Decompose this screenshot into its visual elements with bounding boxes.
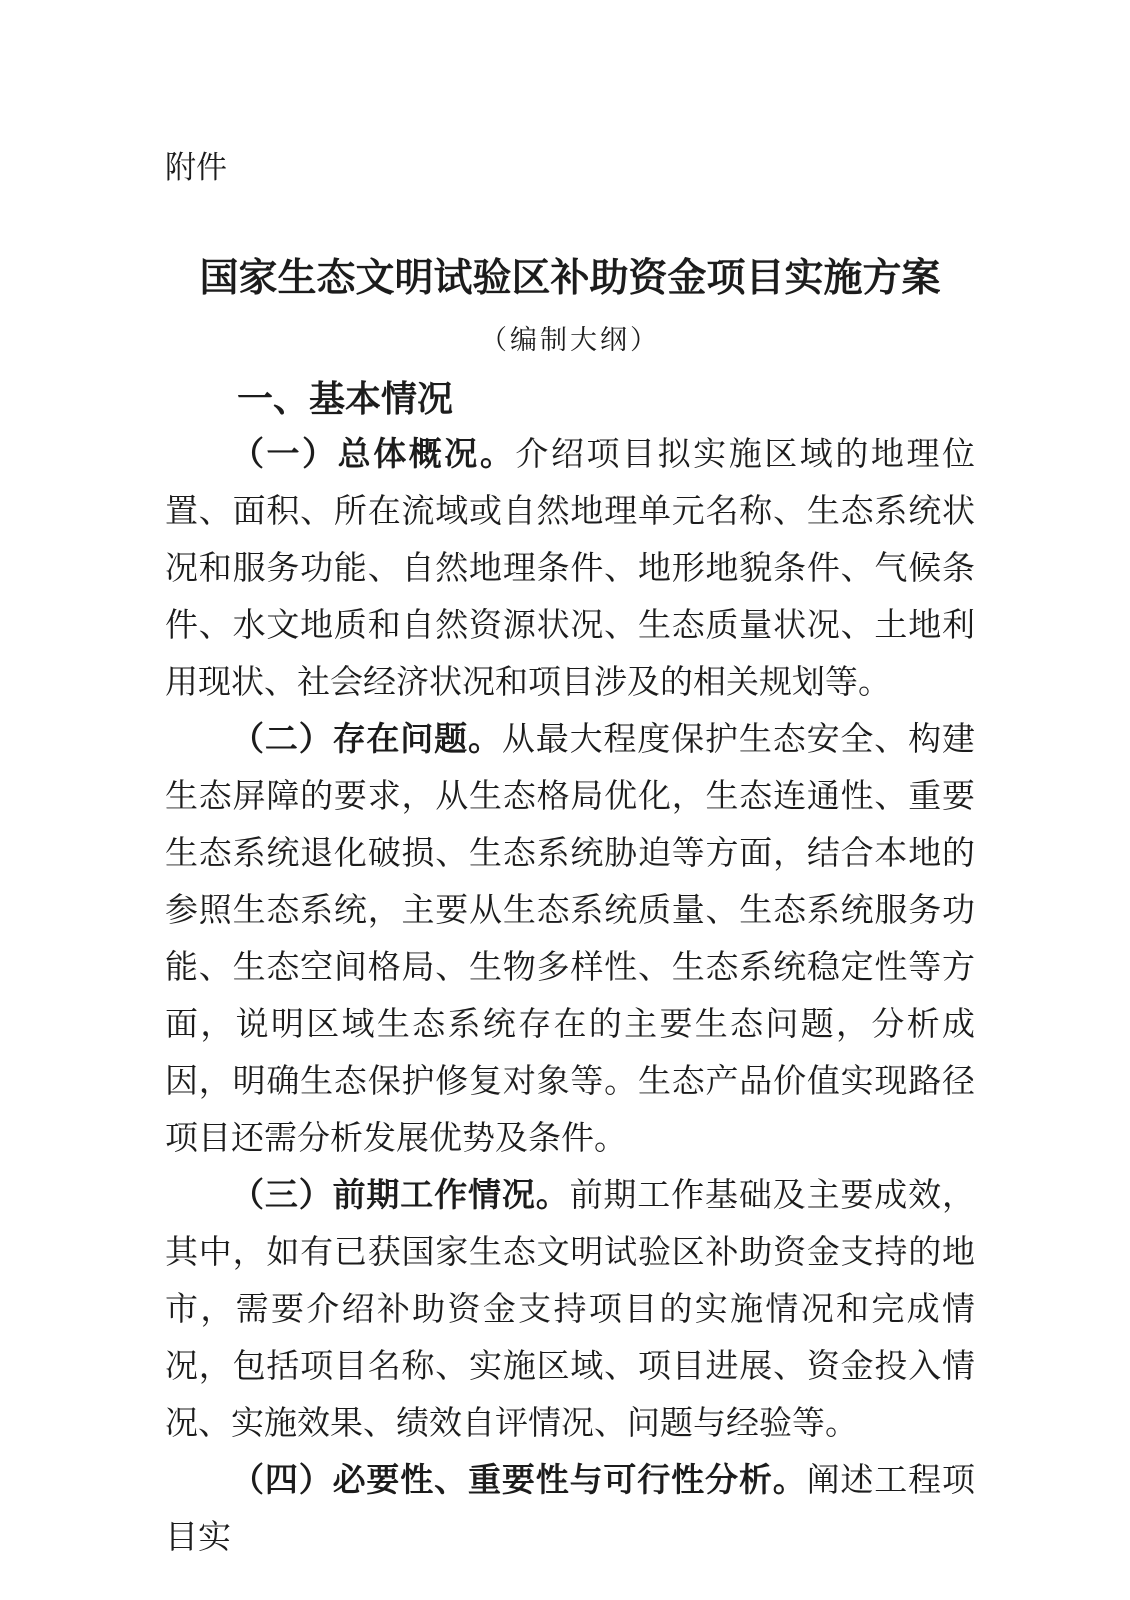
document-title: 国家生态文明试验区补助资金项目实施方案 xyxy=(199,257,941,300)
attachment-label: 附件 xyxy=(165,150,227,185)
paragraph-previous-work xyxy=(165,1168,975,1453)
paragraph-text: 从最大程度保护生态安全、构建生态屏障的要求，从生态格局优化，生态连通性、重要生态系统退化破损、生态系统胁迫等方面，结合本地的参照生态系统，主要从生态系统质量、生态系统服务功能、生态空间格局、生物多样性、生态系统稳定性等方面，说明区域生态系统存在的主要生态问题，分析成因，明确生态保护修复对象等。生态产品价值实现路径项目还需分析发展优势及条件。 xyxy=(165,722,976,1157)
paragraph-lead: （三）前期工作情况。 xyxy=(231,1178,570,1214)
paragraph-text: 前期工作基础及主要成效，其中，如有已获国家生态文明试验区补助资金支持的地市，需要介绍补助资金支持项目的实施情况和完成情况，包括项目名称、实施区域、项目进展、资金投入情况、实施效果、绩效自评情况、问题与经验等。 xyxy=(165,1178,976,1442)
paragraph-lead: （一）总体概况。 xyxy=(231,437,516,473)
paragraph-necessity-analysis xyxy=(165,1453,975,1567)
paragraph-lead: （四）必要性、重要性与可行性分析。 xyxy=(231,1463,807,1499)
paragraph-lead: （二）存在问题。 xyxy=(231,722,502,758)
section-heading-basic-situation: 一、基本情况 xyxy=(237,378,454,419)
paragraph-text: 介绍项目拟实施区域的地理位置、面积、所在流域或自然地理单元名称、生态系统状况和服务功能、自然地理条件、地形地貌条件、气候条件、水文地质和自然资源状况、生态质量状况、土地利用现状、社会经济状况和项目涉及的相关规划等。 xyxy=(165,437,976,701)
paragraph-existing-problems xyxy=(165,712,975,1168)
paragraph-overall-overview xyxy=(165,427,975,712)
document-subtitle: （编制大纲） xyxy=(480,325,660,355)
paragraph-text: 阐述工程项目实 xyxy=(165,1463,976,1556)
